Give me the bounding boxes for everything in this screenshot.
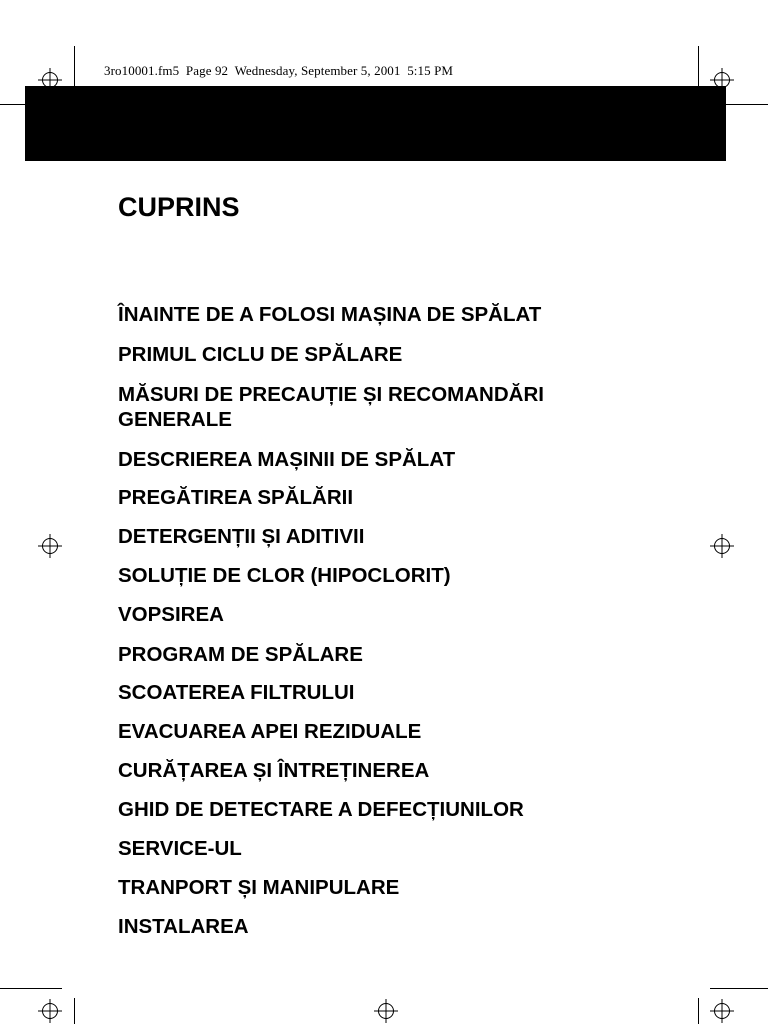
toc-item: SOLUȚIE DE CLOR (HIPOCLORIT) [118,564,451,587]
registration-mark-icon [710,999,734,1023]
header-band [25,86,726,161]
crop-mark [0,988,62,989]
print-header-slug: 3ro10001.fm5 Page 92 Wednesday, September 5, 2001 5:15 PM [104,63,454,78]
page-title: CUPRINS [118,192,240,222]
toc-item: PRIMUL CICLU DE SPĂLARE [118,343,403,366]
crop-mark [0,104,25,105]
registration-mark-icon [374,999,398,1023]
toc-item: GHID DE DETECTARE A DEFECȚIUNILOR [118,798,524,821]
registration-mark-icon [710,68,734,92]
toc-item: INSTALAREA [118,915,249,938]
toc-item: MĂSURI DE PRECAUȚIE ȘI RECOMANDĂRI [118,383,544,406]
toc-item: TRANPORT ȘI MANIPULARE [118,876,400,899]
registration-mark-icon [38,999,62,1023]
toc-item: SERVICE-UL [118,837,242,860]
toc-item: PROGRAM DE SPĂLARE [118,643,363,666]
toc-item: ÎNAINTE DE A FOLOSI MAȘINA DE SPĂLAT [118,303,542,326]
crop-mark [74,46,75,86]
toc-item: SCOATEREA FILTRULUI [118,681,355,704]
toc-item: PREGĂTIREA SPĂLĂRII [118,486,354,509]
toc-item: DETERGENȚII ȘI ADITIVII [118,525,365,548]
registration-mark-icon [38,68,62,92]
registration-mark-icon [38,534,62,558]
crop-mark [74,998,75,1024]
registration-mark-icon [710,534,734,558]
toc-item: GENERALE [118,408,232,431]
crop-mark [698,998,699,1024]
toc-item: VOPSIREA [118,603,224,626]
crop-mark [726,104,768,105]
crop-mark [710,988,768,989]
toc-item: CURĂȚAREA ȘI ÎNTREȚINEREA [118,759,430,782]
toc-item: DESCRIEREA MAȘINII DE SPĂLAT [118,448,456,471]
toc-item: EVACUAREA APEI REZIDUALE [118,720,422,743]
crop-mark [698,46,699,86]
